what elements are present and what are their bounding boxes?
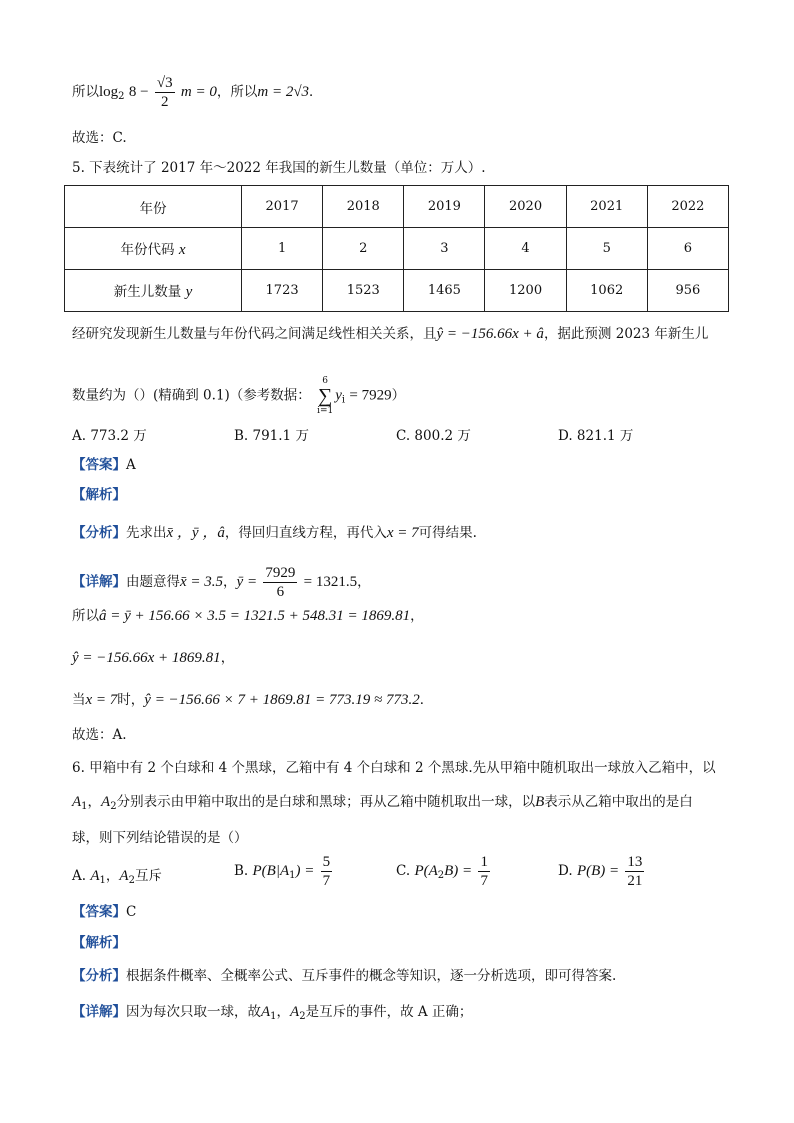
p6-option-c: C. $P(A_2B)$ = $\frac{1}{7}$ <box>396 854 488 889</box>
p6-option-d: D. P(B) = $\frac{13}{21}$ <box>558 854 643 889</box>
p5-xiangjie-4: 当x = 7时，ŷ = −156.66 × 7 + 1869.81 = 773.19 ≈ 773.2． <box>72 692 434 708</box>
table-cell: 3 <box>404 228 485 270</box>
p5-xiangjie-1: 【详解】由题意得x̄ = 3.5，ȳ = $\frac{7929}{6}$ = 1321.5， <box>72 565 371 600</box>
p5-xiangjie-3: ŷ = −156.66x + 1869.81， <box>72 650 235 666</box>
p4-fraction: $\frac{√3}{2}$ <box>156 75 173 110</box>
table-cell: 2022 <box>647 186 728 228</box>
table-cell: 年份代码 x <box>65 228 242 270</box>
p6-option-a: A. $A_1$，$A_2$互斥 <box>72 868 162 886</box>
table-cell: 1465 <box>404 270 485 312</box>
table-cell: 1 <box>242 228 323 270</box>
table-cell: 1523 <box>323 270 404 312</box>
p5-choice: 故选：A. <box>72 727 127 743</box>
summation: 6 ∑ i=1 <box>317 376 334 416</box>
table-cell: 2017 <box>242 186 323 228</box>
p5-answer: 【答案】A <box>72 457 136 473</box>
table-cell: 1200 <box>485 270 566 312</box>
p6-xiangjie: 【详解】因为每次只取一球，故$A_1$，$A_2$是互斥的事件，故 A 正确； <box>72 1004 473 1022</box>
p5-option-a: A. 773.2 万 <box>72 428 147 444</box>
table-cell: 2020 <box>485 186 566 228</box>
p6-option-b: B. $P(B|A_1)$ = $\frac{5}{7}$ <box>234 854 331 889</box>
p6-stem-line2: $A_1$，$A_2$分别表示由甲箱中取出的是白球和黑球；再从乙箱中随机取出一球，以B表示从乙箱中取出的是白 <box>72 794 693 812</box>
p5-option-b: B. 791.1 万 <box>234 428 309 444</box>
p5-text-line1: 经研究发现新生儿数量与年份代码之间满足线性相关关系，且ŷ = −156.66x + â，据此预测 2023 年新生儿 <box>72 326 709 342</box>
p5-option-c: C. 800.2 万 <box>396 428 471 444</box>
p5-stem: 5. 下表统计了 2017 年～2022 年我国的新生儿数量（单位：万人）. <box>72 160 486 176</box>
p5-analysis-tag: 【解析】 <box>72 487 126 503</box>
p6-stem-line1: 6. 甲箱中有 2 个白球和 4 个黑球，乙箱中有 4 个白球和 2 个黑球.先从甲箱中随机取出一球放入乙箱中，以 <box>72 760 716 776</box>
table-cell: 2 <box>323 228 404 270</box>
table-cell: 年份 <box>65 186 242 228</box>
table-cell: 1062 <box>566 270 647 312</box>
table-cell: 5 <box>566 228 647 270</box>
table-row <box>65 228 729 270</box>
p5-fenxi: 【分析】先求出x̄ ，ȳ ，â，得回归直线方程，再代入x = 7可得结果. <box>72 525 477 541</box>
p5-option-d: D. 821.1 万 <box>558 428 634 444</box>
p5-text-line2: 数量约为（）(精确到 0.1)（参考数据： 6 ∑ i=1 $y_i = 7929$） <box>72 376 406 416</box>
p6-analysis-tag: 【解析】 <box>72 935 126 951</box>
table-cell: 1723 <box>242 270 323 312</box>
table-cell: 4 <box>485 228 566 270</box>
table-cell: 2019 <box>404 186 485 228</box>
p6-stem-line3: 球，则下列结论错误的是（） <box>72 830 248 846</box>
table-cell: 956 <box>647 270 728 312</box>
table-cell: 新生儿数量 y <box>65 270 242 312</box>
table-row <box>65 186 729 228</box>
table-cell: 6 <box>647 228 728 270</box>
ybar-fraction: $\frac{7929}{6}$ <box>265 565 296 600</box>
p4-conclusion-line: 所以$\log_2 8$ − $\frac{√3}{2}$ m = 0，所以m = 2√3． <box>72 75 323 110</box>
table-cell: 2018 <box>323 186 404 228</box>
p5-xiangjie-2: 所以â = ȳ + 156.66 × 3.5 = 1321.5 + 548.31 = 1869.81， <box>72 608 424 624</box>
p5-data-table <box>64 185 729 312</box>
p6-fenxi: 【分析】根据条件概率、全概率公式、互斥事件的概念等知识，逐一分析选项，即可得答案. <box>72 968 617 984</box>
table-cell: 2021 <box>566 186 647 228</box>
p6-answer: 【答案】C <box>72 904 137 920</box>
table-row <box>65 270 729 312</box>
p4-choice: 故选：C. <box>72 130 127 146</box>
